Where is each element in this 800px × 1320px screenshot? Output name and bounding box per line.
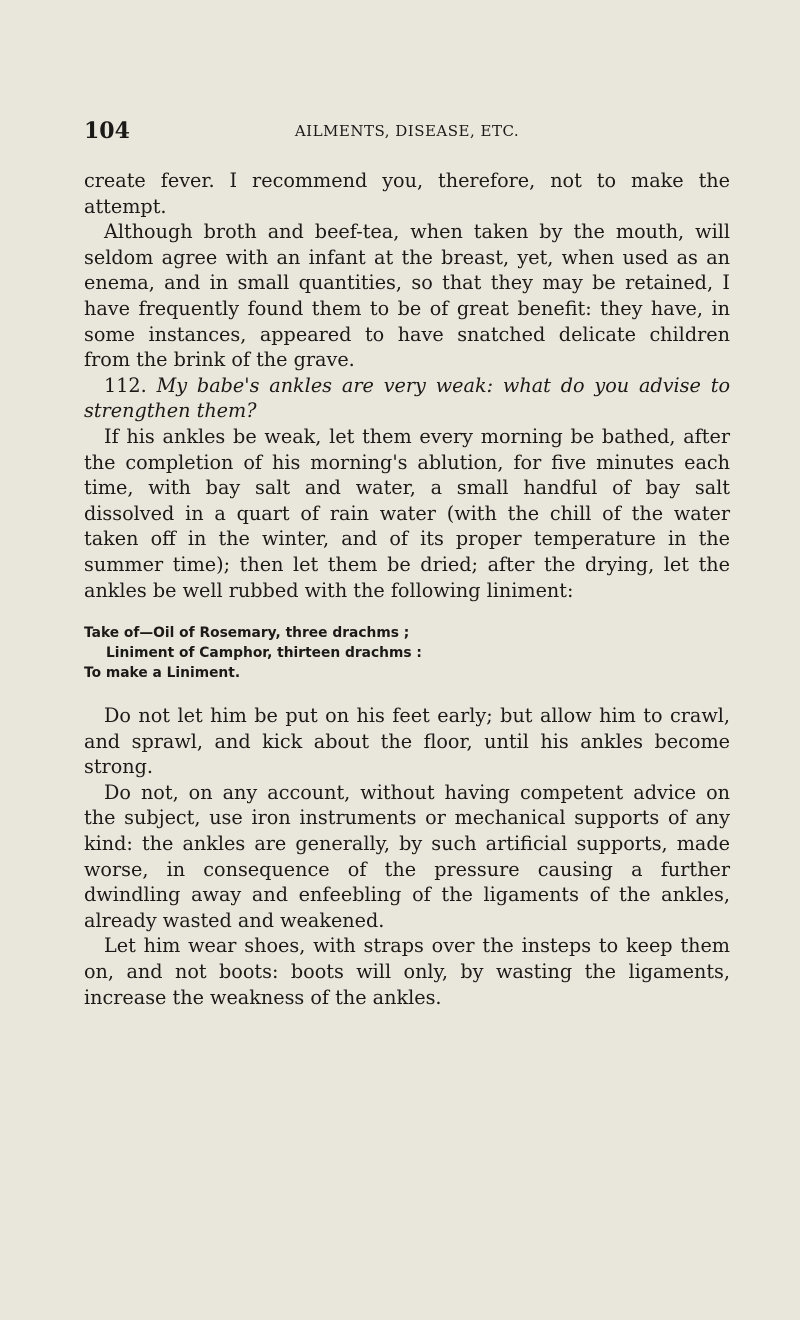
page-header [84,118,730,148]
question-number: 112. [104,373,147,397]
paragraph-broth: Although broth and beef-tea, when taken by the mouth, will seldom agree with an infant at the breast, yet, when used as an enema, and in small quantities, so that they may be retained, I have frequently found them to be of great benefit: they have, in some instances, appeared to have snatched delicate children from the brink of the grave. [84,220,730,372]
recipe-line-3: To make a Liniment. [84,665,241,682]
paragraph-continuation: create fever. I recommend you, therefore, not to make the attempt. [84,169,730,218]
question-text: My babe's ankles are very weak: what do you advise to strengthen them? [84,373,730,423]
recipe-line-2: Liniment of Camphor, thirteen drachms : [106,645,422,662]
liniment-recipe [84,623,730,683]
paragraph-instruments: Do not, on any account, without having competent advice on the subject, use iron instruments or mechanical supports of any kind: the ankles are generally, by such artificial supports, made worse, in consequence of the pressure causing a further dwindling away and enfeebling of the ligaments of the ankles, already wasted and weakened. [84,780,730,932]
question-112 [84,373,730,424]
page-number: 104 [84,118,130,144]
paragraph-shoes: Let him wear shoes, with straps over the insteps to keep them on, and not boots: boots will only, by wasting the ligaments, increase the weakness of the ankles. [84,934,730,1009]
running-head: AILMENTS, DISEASE, ETC. [294,122,520,140]
recipe-line-1: Take of—Oil of Rosemary, three drachms ; [84,625,410,642]
paragraph-answer: If his ankles be weak, let them every morning be bathed, after the completion of his morning's ablution, for five minutes each time, with bay salt and water, a small handful of bay salt dissolved in a quart of rain water (with the chill of the water taken off in the winter, and of its proper temperature in the summer time); then let them be dried; after the drying, let the ankles be well rubbed with the following liniment: [84,424,730,602]
paragraph-crawl: Do not let him be put on his feet early; but allow him to crawl, and sprawl, and kick about the floor, until his ankles become strong. [84,704,730,779]
body-text [84,168,730,1010]
